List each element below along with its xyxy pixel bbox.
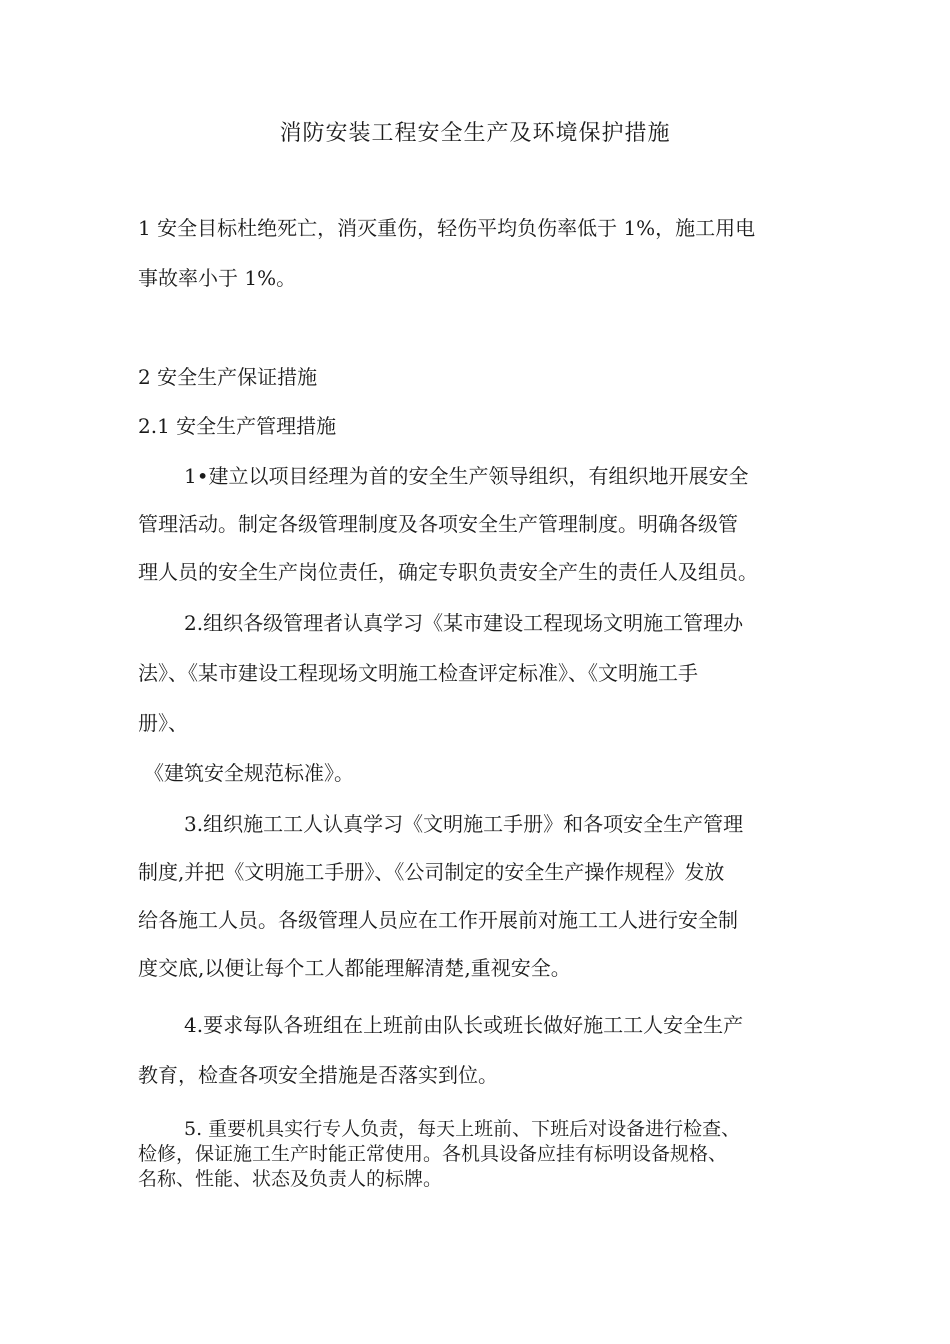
section-1-paragraph [138, 203, 828, 303]
section-2-heading: 2 安全生产保证措施 [138, 365, 318, 389]
paragraph-line: 册》、 [138, 711, 188, 735]
item-2-paragraph [138, 598, 828, 798]
document-title: 消防安装工程安全生产及环境保护措施 [279, 121, 671, 146]
paragraph-line: 教育，检查各项安全措施是否落实到位。 [138, 1063, 498, 1087]
paragraph-line: 制度,并把《文明施工手册》、《公司制定的安全生产操作规程》发放 [138, 860, 725, 884]
paragraph-line: 《建筑安全规范标准》。 [144, 761, 354, 785]
paragraph-line: 2.组织各级管理者认真学习《某市建设工程现场文明施工管理办 [184, 611, 744, 635]
paragraph-line: 1 安全目标杜绝死亡，消灭重伤，轻伤平均负伤率低于 1%，施工用电 [138, 216, 756, 240]
paragraph-line: 4.要求每队各班组在上班前由队长或班长做好施工工人安全生产 [184, 1013, 744, 1037]
paragraph-line: 度交底,以便让每个工人都能理解清楚,重视安全。 [138, 956, 571, 980]
paragraph-line: 给各施工人员。各级管理人员应在工作开展前对施工工人进行安全制 [138, 908, 738, 932]
paragraph-line: 3.组织施工工人认真学习《文明施工手册》和各项安全生产管理 [184, 812, 744, 836]
paragraph-line: 法》、《某市建设工程现场文明施工检查评定标准》、《文明施工手 [138, 661, 698, 685]
paragraph-line: 事故率小于 1%。 [138, 266, 297, 290]
paragraph-line: 理人员的安全生产岗位责任，确定专职负责安全产生的责任人及组员。 [138, 560, 758, 584]
section-2-1-heading: 2.1 安全生产管理措施 [138, 414, 337, 438]
item-1-paragraph [138, 452, 828, 596]
item-3-paragraph [138, 800, 828, 992]
item-5-paragraph [138, 1117, 828, 1192]
paragraph-line: 管理活动。制定各级管理制度及各项安全生产管理制度。明确各级管 [138, 512, 738, 536]
paragraph-line: 名称、性能、状态及负责人的标牌。 [138, 1168, 443, 1190]
paragraph-line: 1•建立以项目经理为首的安全生产领导组织，有组织地开展安全 [184, 464, 749, 488]
paragraph-line: 检修，保证施工生产时能正常使用。各机具设备应挂有标明设备规格、 [138, 1143, 728, 1165]
item-4-paragraph [138, 1000, 828, 1100]
paragraph-line: 5. 重要机具实行专人负责，每天上班前、下班后对设备进行检查、 [184, 1118, 741, 1140]
